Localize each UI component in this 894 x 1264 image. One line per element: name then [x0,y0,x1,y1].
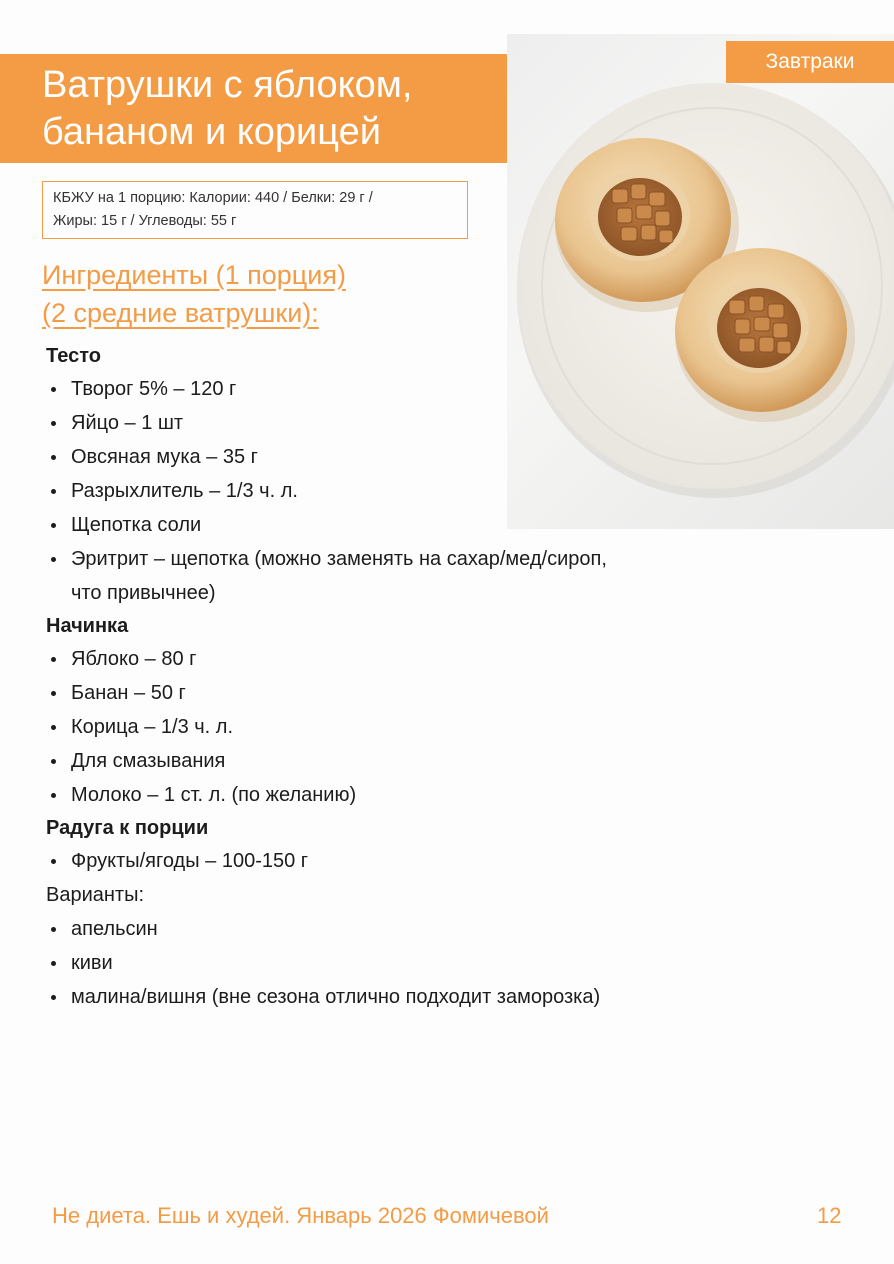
list-item: Банан – 50 г [46,676,806,710]
page-title [42,62,512,156]
list-item: Фрукты/ягоды – 100-150 г [46,844,806,878]
list-item: Яйцо – 1 шт [46,406,806,440]
title-line-1: Ватрушки с яблоком, [42,64,413,106]
list-item: Для смазывания [46,744,806,778]
variants-list [46,912,806,1014]
ingredients-heading-line-2: (2 средние ватрушки): [42,298,319,328]
list-item: апельсин [46,912,806,946]
list-item: Молоко – 1 ст. л. (по желанию) [46,778,806,812]
ingredients-heading [42,256,482,332]
list-item: Корица – 1/3 ч. л. [46,710,806,744]
list-item: Разрыхлитель – 1/3 ч. л. [46,474,806,508]
list-item [46,542,806,610]
section-title-filling: Начинка [46,615,129,637]
list-item: Щепотка соли [46,508,806,542]
variants-label: Варианты: [46,884,145,906]
category-tag: Завтраки [726,41,894,83]
section-title-dough: Тесто [46,345,101,367]
ingredients-heading-line-1: Ингредиенты (1 порция) [42,260,346,290]
list-item-line-2: что привычнее) [71,582,216,604]
list-item-line-1: Эритрит – щепотка (можно заменять на сахар/мед/сироп, [71,548,607,570]
list-item: киви [46,946,806,980]
dough-list [46,372,806,610]
nutrition-line-2: Жиры: 15 г / Углеводы: 55 г [53,213,237,229]
nutrition-line-1: КБЖУ на 1 порцию: Калории: 440 / Белки: 29 г / [53,190,373,206]
list-item: Творог 5% – 120 г [46,372,806,406]
section-title-rainbow: Радуга к порции [46,817,209,839]
list-item: Яблоко – 80 г [46,642,806,676]
filling-list [46,642,806,812]
ingredients-content [46,340,806,1014]
rainbow-list [46,844,806,878]
title-line-2: бананом и корицей [42,111,381,153]
list-item: Овсяная мука – 35 г [46,440,806,474]
footer-text: Не диета. Ешь и худей. Январь 2026 Фомичевой [52,1203,549,1228]
list-item: малина/вишня (вне сезона отлично подходит заморозка) [46,980,806,1014]
nutrition-box [42,181,468,239]
page-number: 12 [817,1203,842,1228]
